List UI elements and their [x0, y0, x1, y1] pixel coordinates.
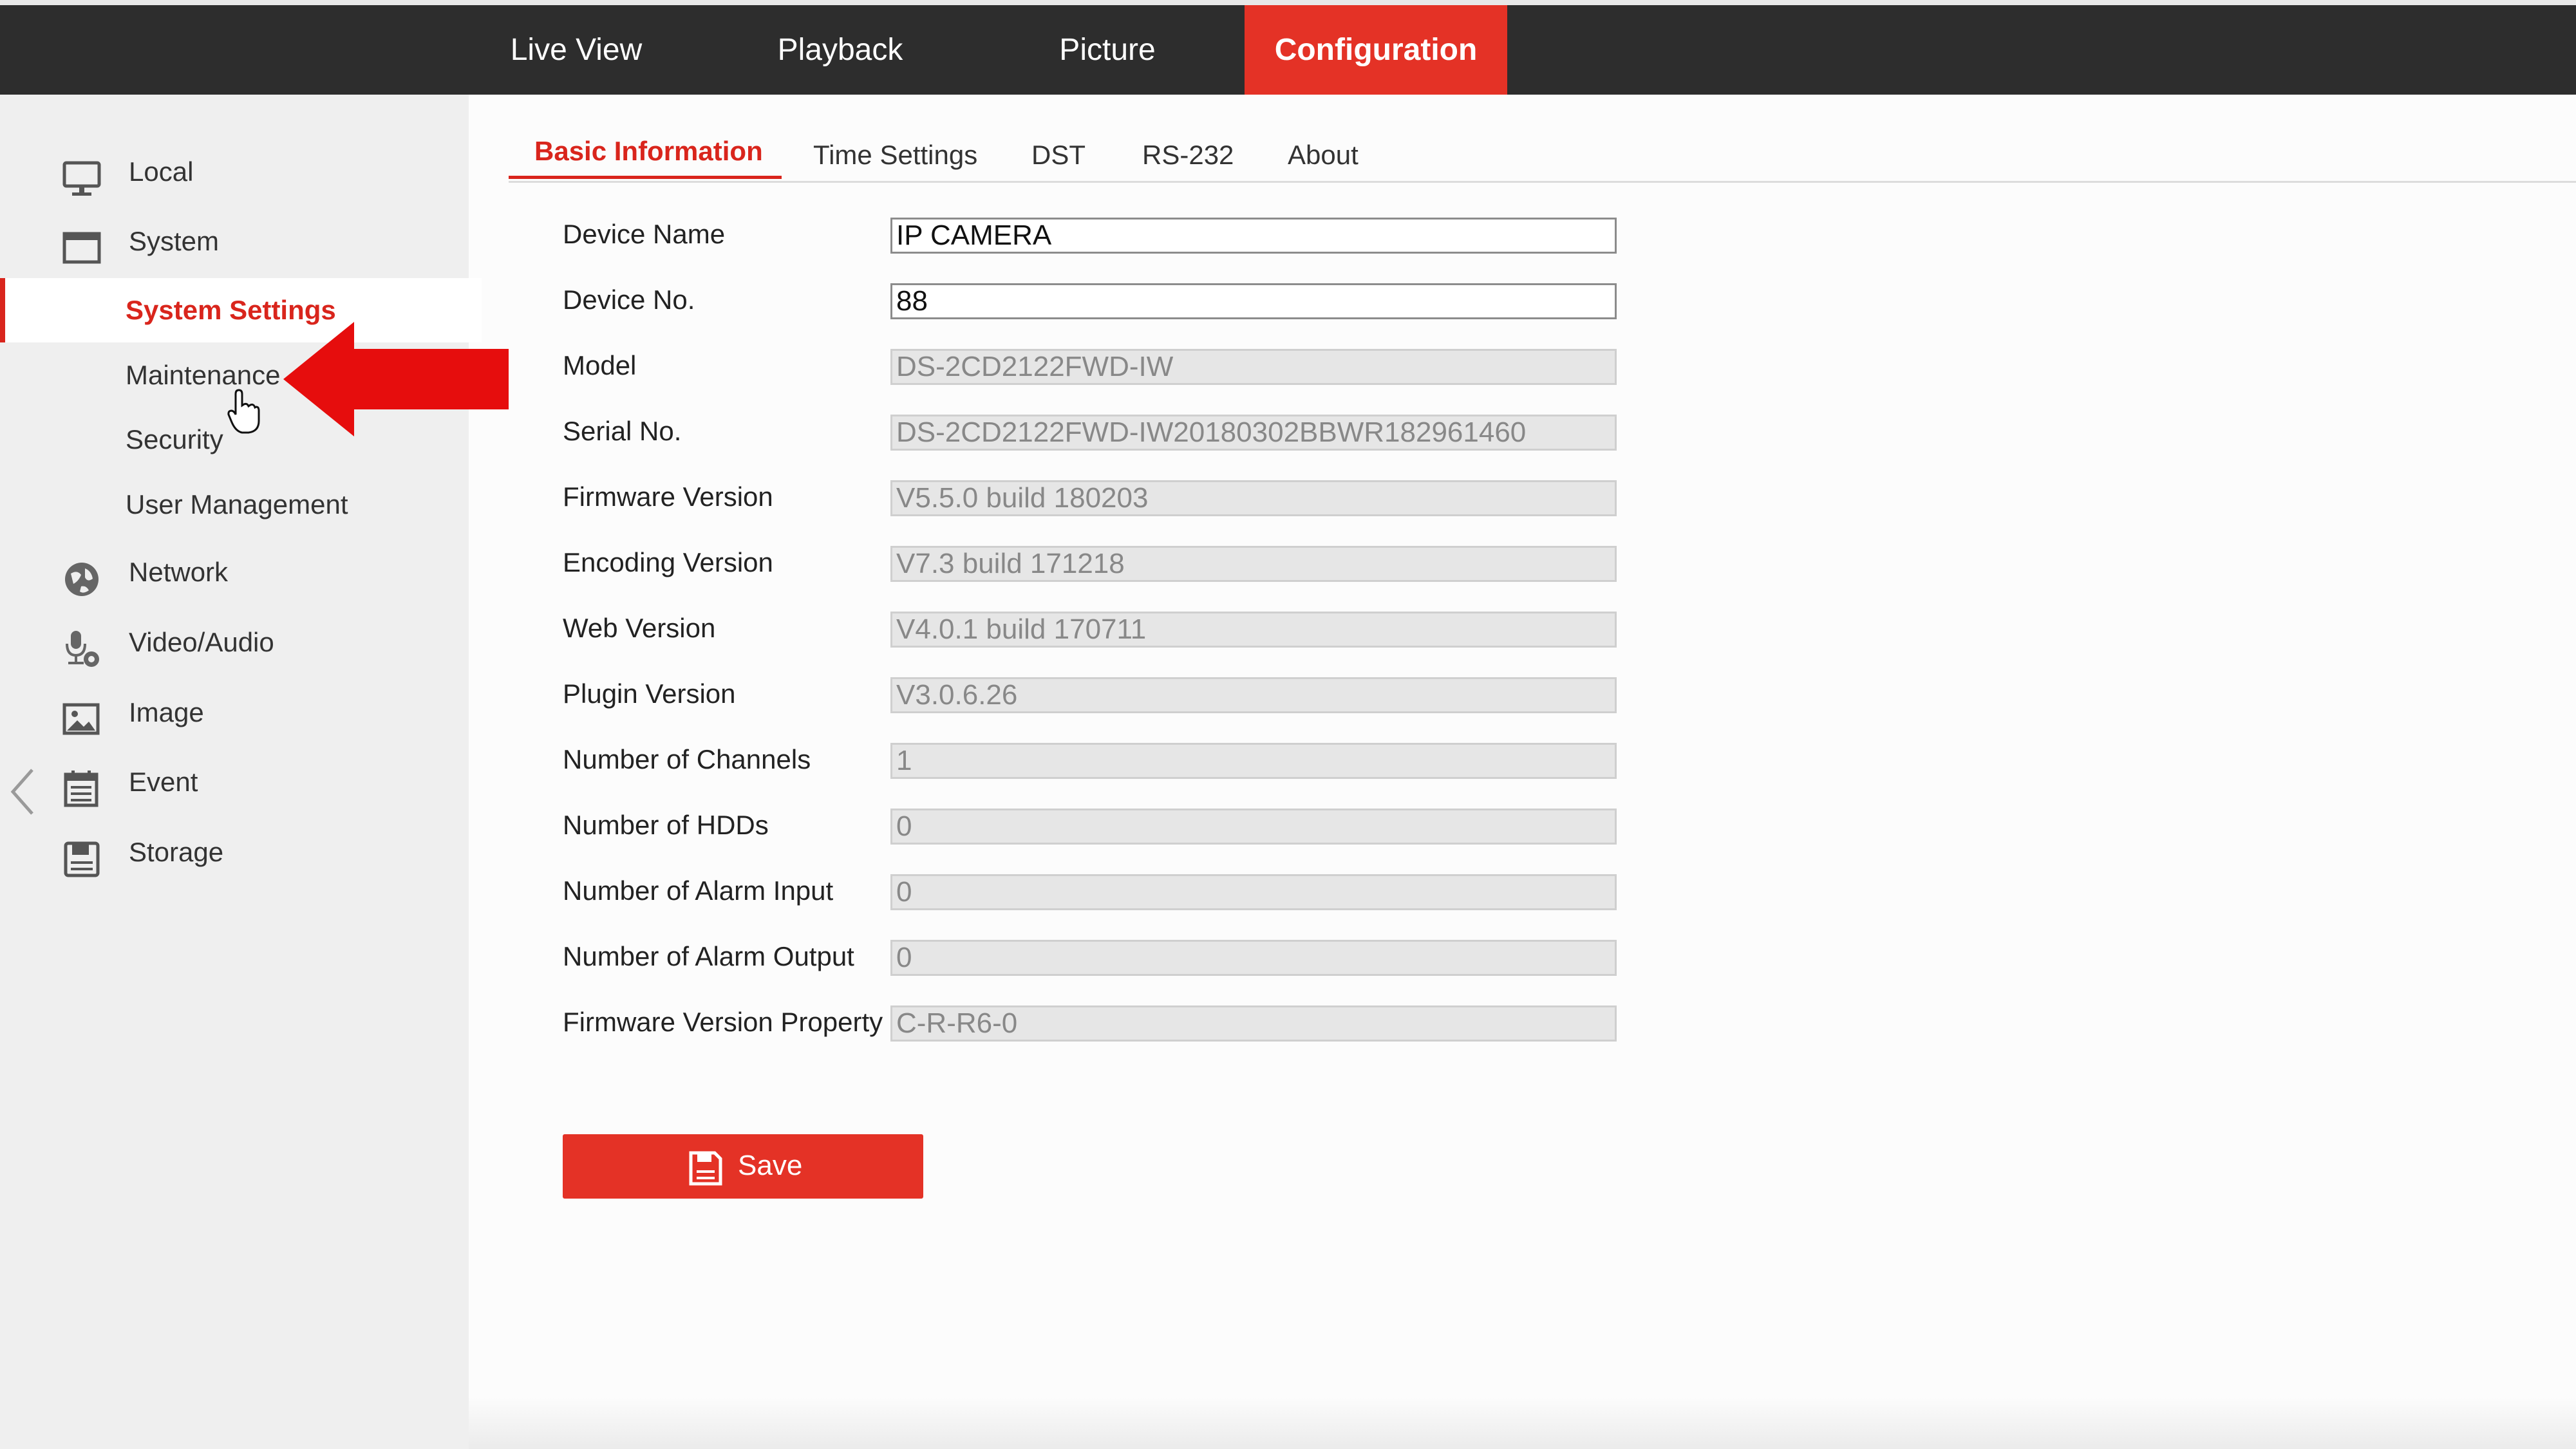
sidebar — [0, 95, 469, 1449]
system-icon — [62, 229, 102, 268]
number-of-alarm-output-field: 0 — [890, 940, 1617, 976]
number-of-alarm-output-label: Number of Alarm Output — [563, 941, 854, 971]
red-pointer-arrow-icon — [283, 322, 509, 436]
save-icon — [689, 1151, 722, 1186]
sidebar-item-label: System — [129, 226, 220, 256]
calendar-icon — [62, 769, 102, 809]
sidebar-item-network[interactable] — [0, 540, 469, 604]
sidebar-item-system[interactable] — [0, 209, 469, 274]
image-icon — [62, 700, 102, 740]
serial-no-field: DS-2CD2122FWD-IW20180302BBWR182961460 — [890, 415, 1617, 451]
sidebar-item-label: Local — [129, 156, 194, 187]
sidebar-item-label: Storage — [129, 837, 224, 867]
plugin-version-field: V3.0.6.26 — [890, 677, 1617, 713]
tab-configuration[interactable]: Configuration — [1245, 5, 1507, 95]
subtab-time-settings[interactable]: Time Settings — [813, 140, 978, 170]
bottom-fade — [469, 1397, 2576, 1449]
sidebar-item-label: Image — [129, 697, 204, 727]
device-name-input[interactable]: IP CAMERA — [890, 218, 1617, 254]
monitor-icon — [62, 159, 102, 199]
firmware-version-field: V5.5.0 build 180203 — [890, 480, 1617, 516]
sidebar-subitem-label: Maintenance — [126, 360, 281, 390]
number-of-channels-field: 1 — [890, 743, 1617, 779]
serial-no-label: Serial No. — [563, 416, 682, 446]
number-of-hdds-label: Number of HDDs — [563, 810, 769, 840]
subtab-basic-information[interactable]: Basic Information — [534, 136, 763, 166]
device-no-label: Device No. — [563, 285, 695, 315]
number-of-alarm-input-label: Number of Alarm Input — [563, 875, 834, 906]
subtab-dst[interactable]: DST — [1031, 140, 1086, 170]
subtab-about[interactable]: About — [1288, 140, 1359, 170]
collapse-sidebar-icon[interactable] — [6, 766, 39, 818]
number-of-alarm-input-field: 0 — [890, 874, 1617, 910]
model-field: DS-2CD2122FWD-IW — [890, 349, 1617, 385]
web-version-field: V4.0.1 build 170711 — [890, 612, 1617, 648]
firmware-version-label: Firmware Version — [563, 481, 773, 512]
sidebar-item-label: Network — [129, 557, 229, 587]
save-button[interactable] — [563, 1134, 923, 1199]
number-of-channels-label: Number of Channels — [563, 744, 811, 774]
subtab-rs-232[interactable]: RS-232 — [1142, 140, 1234, 170]
microphone-camera-icon — [62, 630, 102, 669]
active-subtab-indicator — [509, 176, 782, 179]
tab-playback[interactable]: Playback — [777, 33, 903, 67]
top-strip — [0, 0, 2576, 5]
firmware-version-property-field: C-R-R6-0 — [890, 1005, 1617, 1042]
globe-icon — [62, 559, 102, 599]
encoding-version-field: V7.3 build 171218 — [890, 546, 1617, 582]
sidebar-subitem-label: Security — [126, 424, 223, 454]
device-no-input[interactable]: 88 — [890, 283, 1617, 319]
encoding-version-label: Encoding Version — [563, 547, 773, 577]
sidebar-item-storage[interactable] — [0, 820, 469, 884]
save-button-label: Save — [738, 1150, 803, 1181]
sidebar-subitem-label: User Management — [126, 489, 348, 519]
sidebar-item-label: Event — [129, 767, 198, 797]
plugin-version-label: Plugin Version — [563, 678, 736, 709]
sidebar-item-local[interactable] — [0, 140, 469, 204]
storage-icon — [62, 839, 102, 879]
subtab-divider — [509, 181, 2576, 183]
firmware-version-property-label: Firmware Version Property — [563, 1007, 883, 1037]
web-version-label: Web Version — [563, 613, 716, 643]
tab-picture[interactable]: Picture — [1059, 33, 1156, 67]
sidebar-item-event[interactable] — [0, 750, 469, 814]
number-of-hdds-field: 0 — [890, 809, 1617, 845]
sidebar-item-label: Video/Audio — [129, 627, 274, 657]
device-name-label: Device Name — [563, 219, 726, 249]
sidebar-item-video-audio[interactable] — [0, 610, 469, 675]
top-navigation-bar — [0, 5, 2576, 95]
tab-live-view[interactable]: Live View — [510, 33, 643, 67]
hand-cursor-icon — [227, 389, 260, 435]
sidebar-item-image[interactable] — [0, 680, 469, 745]
sidebar-subitem-label: System Settings — [126, 295, 336, 325]
sidebar-subitem-user-management[interactable] — [0, 472, 469, 537]
model-label: Model — [563, 350, 637, 380]
